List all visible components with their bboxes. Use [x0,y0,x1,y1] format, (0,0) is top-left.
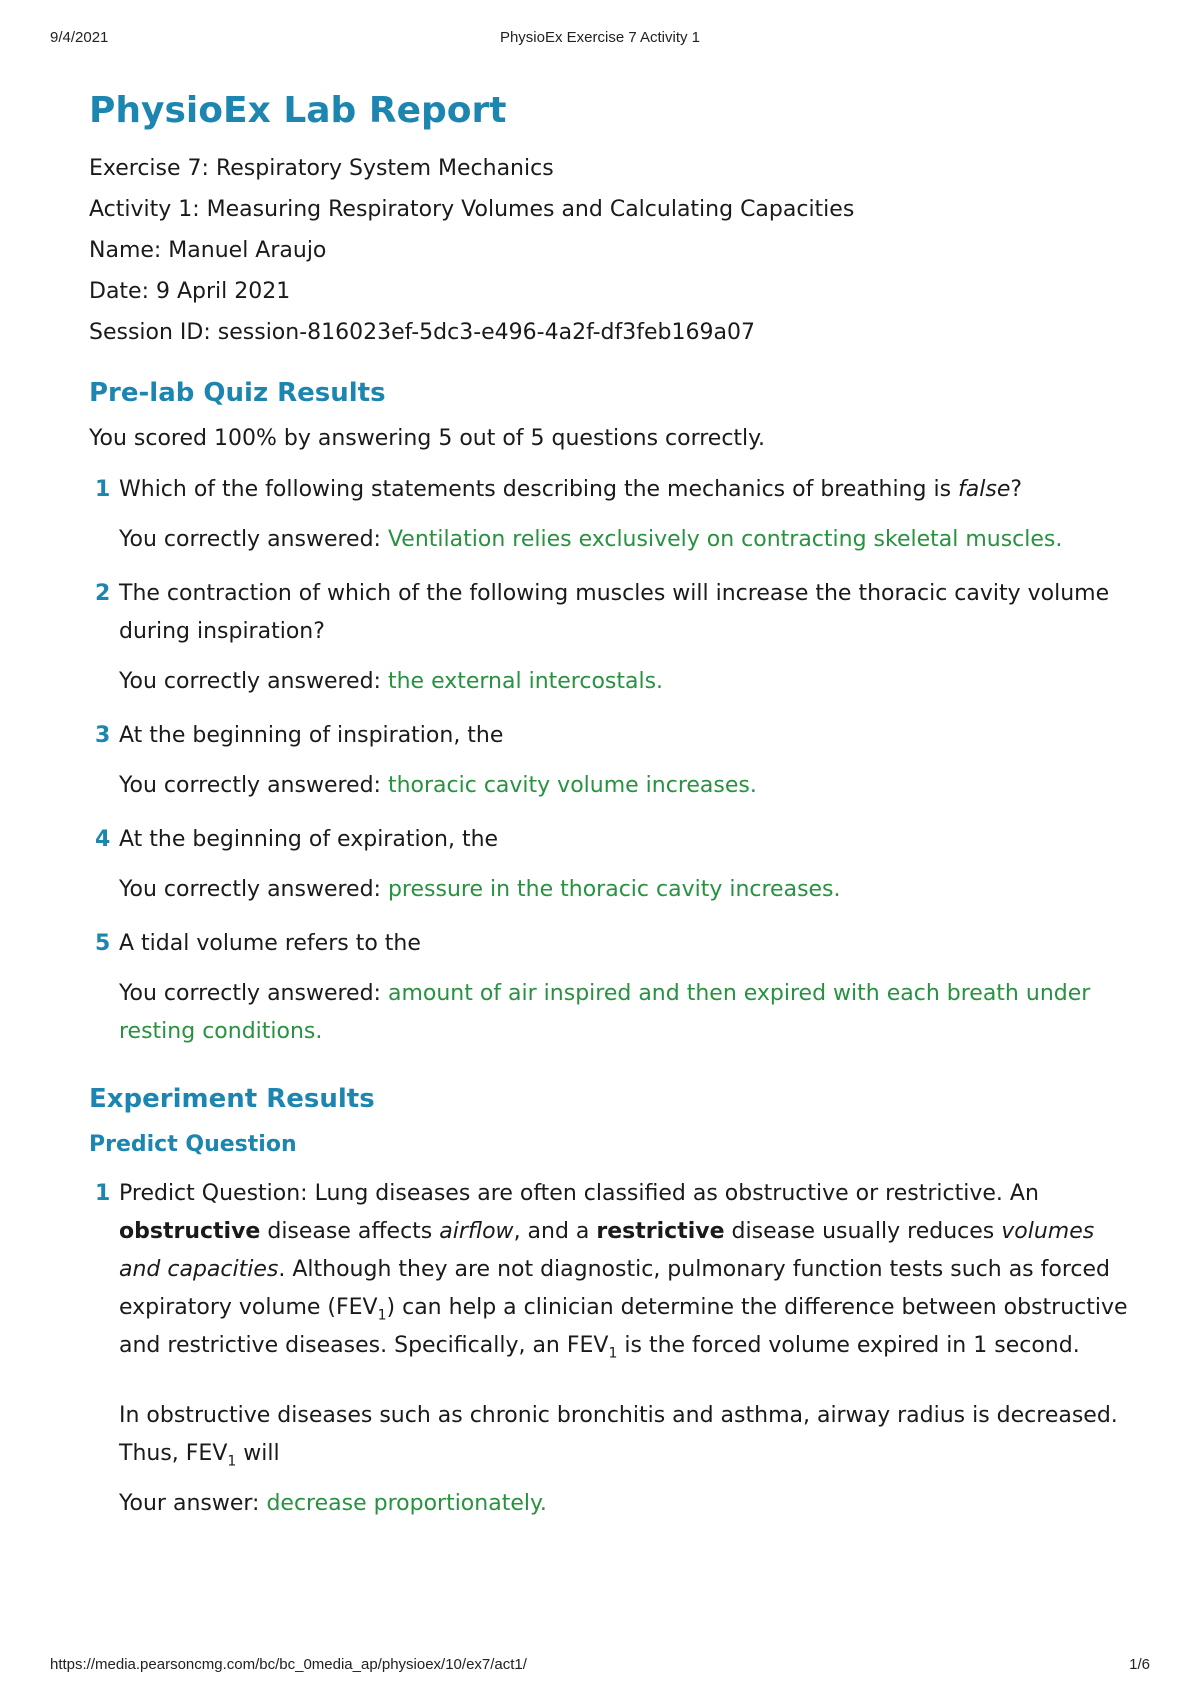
predict-answer: Your answer: decrease proportionately. [119,1491,547,1516]
print-url: https://media.pearsoncmg.com/bc/bc_0media_ap/physioex/10/ex7/act1/ [50,1656,527,1673]
date-line: Date: 9 April 2021 [89,279,291,304]
question-number: 1 [95,1181,111,1206]
quiz-question [89,471,1139,559]
exercise-line: Exercise 7: Respiratory System Mechanics [89,156,554,181]
question-number: 5 [95,931,111,956]
question-text: At the beginning of inspiration, the [119,723,504,748]
page-header [50,29,1150,49]
report-title: PhysioEx Lab Report [89,90,507,131]
report-body [89,82,1139,1523]
question-answer: You correctly answered: the external intercostals. [119,669,664,694]
prelab-heading: Pre-lab Quiz Results [89,378,386,408]
question-answer: You correctly answered: Ventilation relies exclusively on contracting skeletal muscles. [119,527,1063,552]
name-line: Name: Manuel Araujo [89,238,327,263]
question-number: 2 [95,581,111,606]
quiz-question [89,821,1139,909]
predict-paragraph-2: In obstructive diseases such as chronic bronchitis and asthma, airway radius is decreased. Thus, $FEV_1$ will [119,1403,1118,1470]
question-number: 1 [95,477,111,502]
question-text: A tidal volume refers to the [119,931,421,956]
quiz-question [89,717,1139,805]
activity-line: Activity 1: Measuring Respiratory Volumes and Calculating Capacities [89,197,855,222]
print-date: 9/4/2021 [50,29,109,46]
quiz-list [89,471,1139,1051]
predict-question [89,1175,1139,1523]
question-number: 4 [95,827,111,852]
print-title: PhysioEx Exercise 7 Activity 1 [499,29,701,46]
experiment-heading: Experiment Results [89,1084,375,1114]
page-footer [50,1656,1150,1676]
predict-subheading: Predict Question [89,1132,297,1157]
question-text: Which of the following statements describing the mechanics of breathing is false? [119,477,1023,502]
question-answer: You correctly answered: amount of air inspired and then expired with each breath under resting conditions. [119,981,1091,1044]
quiz-question [89,575,1139,701]
question-text: The contraction of which of the following muscles will increase the thoracic cavity volume during inspiration? [119,581,1110,644]
page-number: 1/6 [1129,1656,1150,1673]
question-text: At the beginning of expiration, the [119,827,499,852]
report-meta [89,148,1139,353]
question-answer: You correctly answered: pressure in the thoracic cavity increases. [119,877,841,902]
prelab-score: You scored 100% by answering 5 out of 5 questions correctly. [89,426,766,451]
question-answer: You correctly answered: thoracic cavity volume increases. [119,773,757,798]
question-number: 3 [95,723,111,748]
session-line: Session ID: session-816023ef-5dc3-e496-4a2f-df3feb169a07 [89,320,755,345]
predict-paragraph: Predict Question: Lung diseases are often classified as obstructive or restrictive. An obstructive disease affects airflow, and a restrictive disease usually reduces volumes and capacities. Although they are not diagnostic, pulmonary function tests such as forced expiratory volume $(FEV_1)$ can help a clinician determine the difference between obstructive and restrictive diseases. Specifically, an $FEV_1$ is the forced volume expired in 1 second. [119,1181,1128,1362]
quiz-question [89,925,1139,1051]
